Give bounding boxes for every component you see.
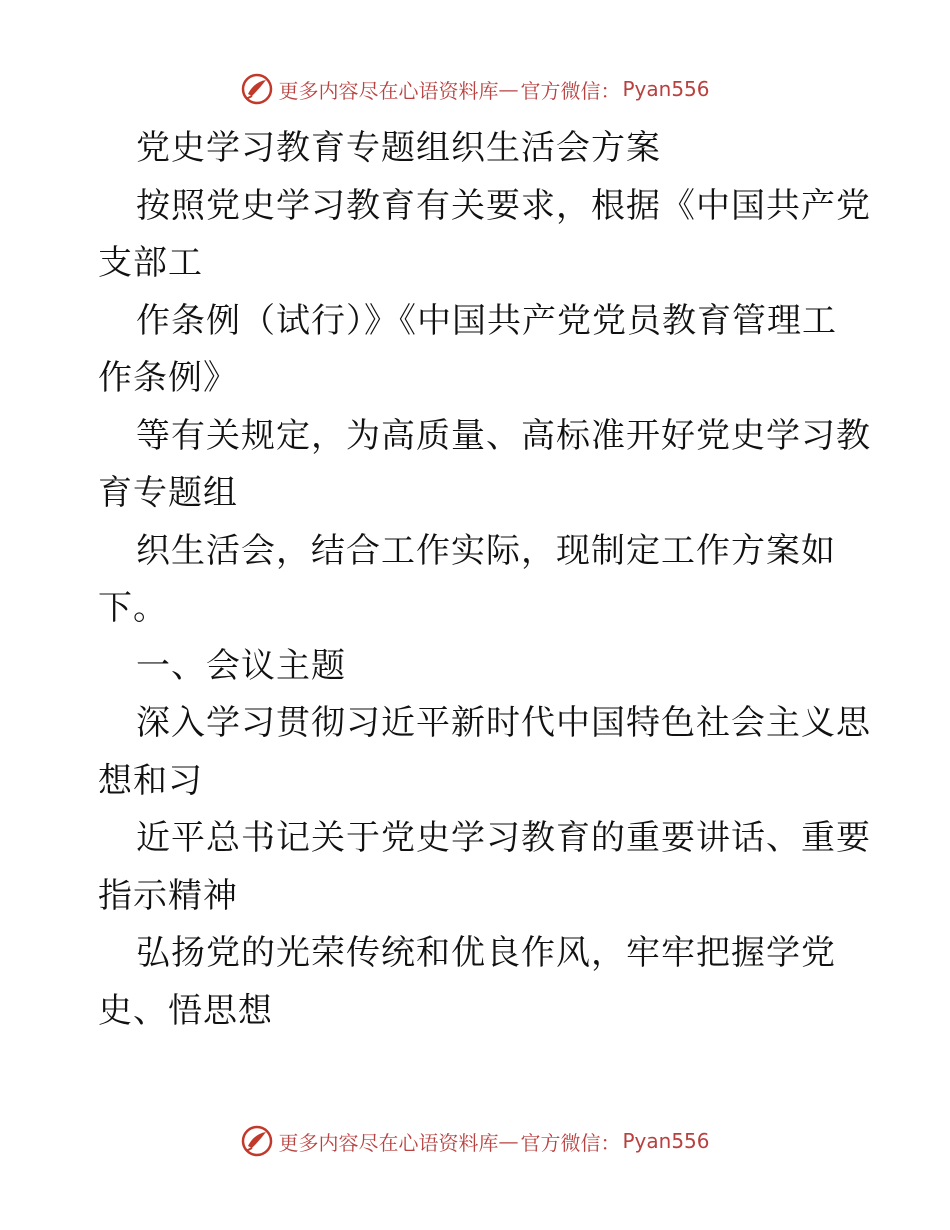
document-line: 一、会议主题 — [136, 645, 346, 686]
watermark-wechat-id: Pyan556 — [622, 1129, 710, 1153]
document-line: 下。 — [98, 588, 168, 628]
document-line: 指示精神 — [98, 875, 238, 916]
watermark-wechat-label: 官方微信： — [520, 1130, 621, 1155]
document-line: 支部工 — [98, 243, 203, 283]
watermark-dash: — — [498, 1129, 519, 1153]
document-line: 等有关规定，为高质量、高标准开好党史学习教 — [136, 415, 871, 456]
document-line: 作条例（试行）》《中国共产党党员教育管理工 — [136, 300, 837, 341]
watermark-text: 更多内容尽在心语资料库 — [278, 1130, 499, 1155]
watermark-dash: — — [498, 77, 519, 101]
document-line: 按照党史学习教育有关要求，根据《中国共产党 — [136, 185, 871, 226]
document-line: 织生活会，结合工作实际，现制定工作方案如 — [136, 530, 836, 571]
document-line: 史、悟思想 — [98, 990, 273, 1031]
document-line: 作条例》 — [98, 358, 238, 398]
watermark-wechat-label: 官方微信： — [520, 78, 621, 103]
document-line: 党史学习教育专题组织生活会方案 — [136, 128, 661, 168]
document-line: 深入学习贯彻习近平新时代中国特色社会主义思 — [136, 703, 871, 743]
watermark-text: 更多内容尽在心语资料库 — [278, 78, 499, 103]
header-watermark — [0, 72, 950, 106]
footer-watermark — [0, 1124, 950, 1158]
document-line: 想和习 — [98, 760, 203, 801]
document-body — [98, 120, 871, 1040]
document-line: 近平总书记关于党史学习教育的重要讲话、重要 — [136, 818, 871, 858]
watermark-wechat-id: Pyan556 — [622, 77, 710, 101]
pen-logo-icon — [240, 1124, 274, 1158]
document-line: 育专题组 — [98, 473, 238, 513]
pen-logo-icon — [240, 72, 274, 106]
document-line: 弘扬党的光荣传统和优良作风，牢牢把握学党 — [136, 933, 836, 973]
